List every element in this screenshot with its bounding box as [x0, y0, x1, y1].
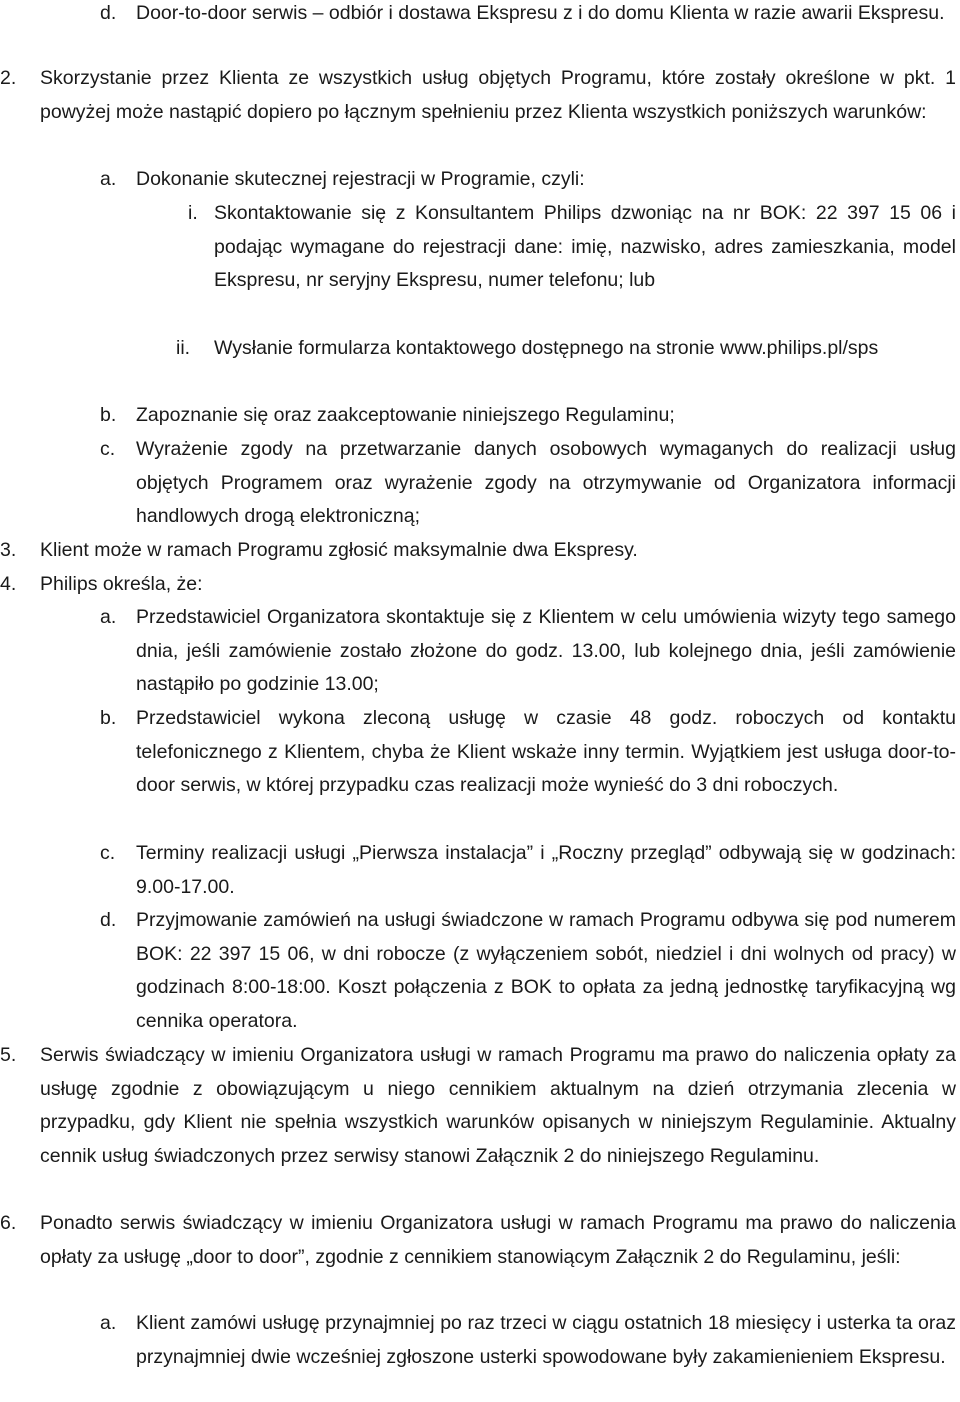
list-marker: i.: [188, 202, 198, 224]
list-item-text: Klient zamówi usługę przynajmniej po raz trzeci w ciągu ostatnich 18 miesięcy i usterka ta oraz przynajmniej dwie wcześniej zgłoszone usterki spowodowane były zakamienieniem Ekspresu.: [136, 1312, 956, 1368]
list-marker: 2.: [0, 67, 17, 89]
list-marker: c.: [100, 842, 116, 864]
list-marker: 6.: [0, 1212, 17, 1234]
list-item: [188, 197, 956, 298]
list-item: [0, 1039, 956, 1173]
list-marker: b.: [100, 404, 117, 426]
list-marker: c.: [100, 438, 116, 460]
list-item-text: Terminy realizacji usługi „Pierwsza instalacja” i „Roczny przegląd” odbywają się w godzinach: 9.00-17.00.: [136, 842, 956, 898]
list-item-text: Skorzystanie przez Klienta ze wszystkich usług objętych Programu, które zostały określone w pkt. 1 powyżej może nastąpić dopiero po łącznym spełnieniu przez Klienta wszystkich poniższych warunków:: [40, 67, 956, 123]
list-marker: 3.: [0, 539, 17, 561]
list-item-text: Dokonanie skutecznej rejestracji w Programie, czyli:: [136, 168, 585, 190]
list-item: [0, 1207, 956, 1274]
list-item: [0, 534, 956, 568]
list-marker: a.: [100, 1312, 117, 1334]
list-marker: d.: [100, 2, 117, 24]
list-item: [176, 332, 956, 366]
list-item-text: Skontaktowanie się z Konsultantem Philips dzwoniąc na nr BOK: 22 397 15 06 i podając wymagane do rejestracji dane: imię, nazwisko, adres zamieszkania, model Ekspresu, nr seryjny Ekspresu, numer telefonu; lub: [214, 202, 956, 292]
list-item-text: Wysłanie formularza kontaktowego dostępnego na stronie www.philips.pl/sps: [214, 337, 879, 359]
list-item-text: Przedstawiciel wykona zleconą usługę w czasie 48 godz. roboczych od kontaktu telefonicznego z Klientem, chyba że Klient wskaże inny termin. Wyjątkiem jest usługa door-to-door serwis, w której przypadku czas realizacji może wynieść do 3 dni roboczych.: [136, 707, 956, 797]
list-item-text: Przyjmowanie zamówień na usługi świadczone w ramach Programu odbywa się pod numerem BOK: 22 397 15 06, w dni robocze (z wyłączeniem sobót, niedziel i dni wolnych od pracy) w godzinach 8:00-18:00. Koszt połączenia z BOK to opłata za jedną jednostkę taryfikacyjną wg cennika operatora.: [136, 909, 956, 1032]
list-item: [100, 399, 956, 433]
list-item-text: Klient może w ramach Programu zgłosić maksymalnie dwa Ekspresy.: [40, 539, 638, 561]
list-marker: 4.: [0, 573, 17, 595]
list-item-text: Door-to-door serwis – odbiór i dostawa Ekspresu z i do domu Klienta w razie awarii Ekspresu.: [136, 2, 945, 24]
list-item-text: Ponadto serwis świadczący w imieniu Organizatora usługi w ramach Programu ma prawo do naliczenia opłaty za usługę „door to door”, zgodnie z cennikiem stanowiącym Załącznik 2 do Regulaminu, jeśli:: [40, 1212, 956, 1268]
list-marker: a.: [100, 168, 117, 190]
list-item-text: Zapoznanie się oraz zaakceptowanie niniejszego Regulaminu;: [136, 404, 675, 426]
list-item: [100, 601, 956, 702]
list-item: [0, 62, 956, 129]
list-marker: a.: [100, 606, 117, 628]
list-item: [100, 163, 956, 197]
list-marker: 5.: [0, 1044, 17, 1066]
list-item: [100, 702, 956, 803]
list-item-text: Wyrażenie zgody na przetwarzanie danych osobowych wymaganych do realizacji usług objętych Programem oraz wyrażenie zgody na otrzymywanie od Organizatora informacji handlowych drogą elektroniczną;: [136, 438, 956, 528]
list-item-text: Serwis świadczący w imieniu Organizatora usługi w ramach Programu ma prawo do naliczenia opłaty za usługę zgodnie z obowiązującym u niego cennikiem aktualnym na dzień otrzymania zlecenia w przypadku, gdy Klient nie spełnia wszystkich warunków opisanych w niniejszym Regulaminie. Aktualny cennik usług świadczonych przez serwisy stanowi Załącznik 2 do niniejszego Regulaminu.: [40, 1044, 956, 1167]
list-marker: d.: [100, 909, 117, 931]
list-item-text: Przedstawiciel Organizatora skontaktuje się z Klientem w celu umówienia wizyty tego samego dnia, jeśli zamówienie zostało złożone do godz. 13.00, lub kolejnego dnia, jeśli zamówienie nastąpiło po godzinie 13.00;: [136, 606, 956, 696]
list-item: [100, 837, 956, 904]
list-item: [0, 568, 956, 602]
list-item: [100, 1307, 956, 1374]
list-item-text: Philips określa, że:: [40, 573, 203, 595]
list-item: [100, 904, 956, 1038]
list-marker: b.: [100, 707, 117, 729]
list-item: [100, 433, 956, 534]
list-item: [100, 0, 956, 31]
list-marker: ii.: [176, 337, 191, 359]
